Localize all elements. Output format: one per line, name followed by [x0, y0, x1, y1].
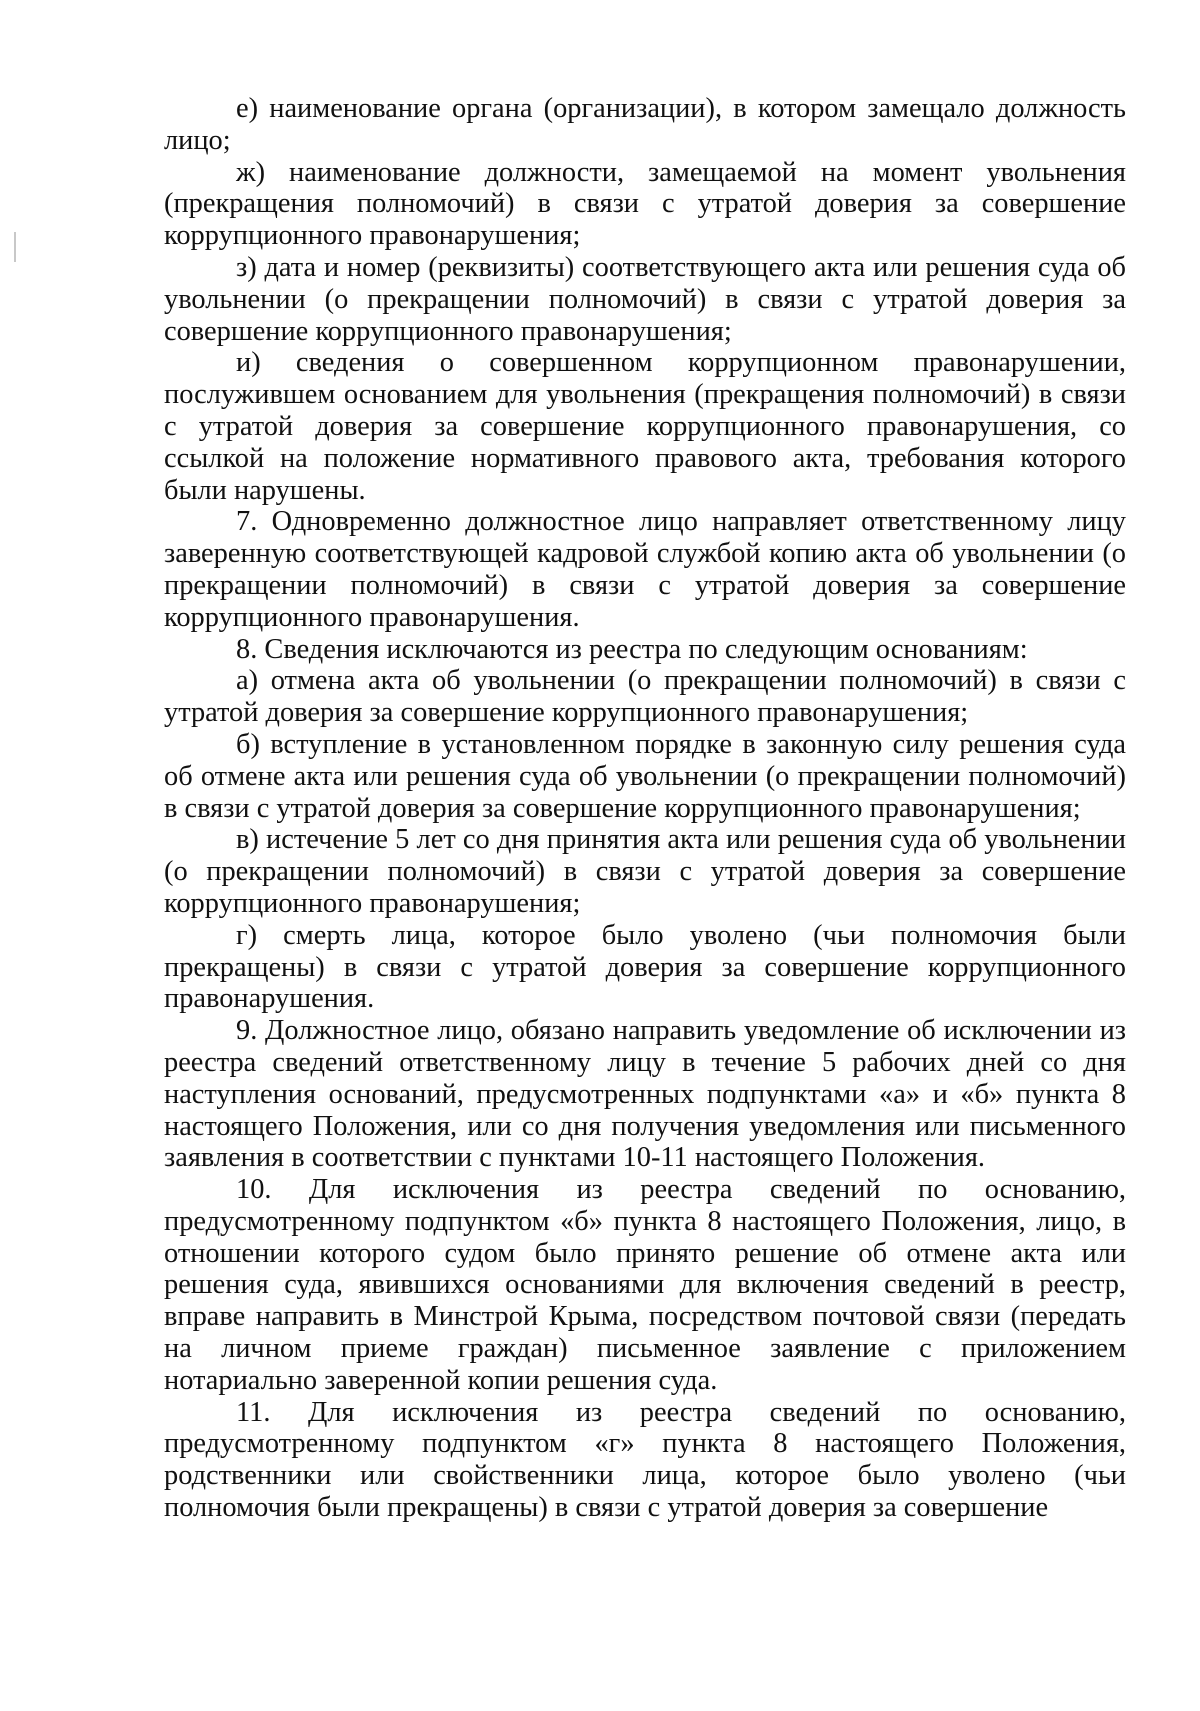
paragraph-clause-8-v: в) истечение 5 лет со дня принятия акта или решения суда об увольнении (о прекращении полномочий) в связи с утратой доверия за совершение коррупционного правонарушения;	[164, 824, 1126, 919]
scan-artifact-mark	[14, 232, 16, 262]
paragraph-clause-8: 8. Сведения исключаются из реестра по следующим основаниям:	[236, 633, 1028, 665]
paragraph-item-z: з) дата и номер (реквизиты) соответствующего акта или решения суда об увольнении (о прекращении полномочий) в связи с утратой доверия за совершение коррупционного правонарушения;	[164, 251, 1126, 347]
paragraph-item-zh: ж) наименование должности, замещаемой на момент увольнения (прекращения полномочий) в связи с утратой доверия за совершение коррупционного правонарушения;	[164, 156, 1126, 252]
paragraph-clause-8-b: б) вступление в установленном порядке в законную силу решения суда об отмене акта или решения суда об увольнении (о прекращении полномочий) в связи с утратой доверия за совершение коррупционного правонарушения;	[164, 728, 1126, 824]
paragraph-clause-7: 7. Одновременно должностное лицо направляет ответственному лицу заверенную соответствующей кадровой службой копию акта об увольнении (о прекращении полномочий) в связи с утратой доверия за совершение коррупционного правонарушения.	[164, 506, 1126, 633]
paragraph-item-e: е) наименование органа (организации), в котором замещало должность лицо;	[164, 93, 1126, 156]
paragraph-item-i: и) сведения о совершенном коррупционном правонарушении, послужившем основанием для увольнения (прекращения полномочий) в связи с утратой доверия за совершение коррупционного правонарушения, со ссылкой на положение нормативного правового акта, требования которого были нарушены.	[164, 347, 1126, 506]
paragraph-clause-10: 10. Для исключения из реестра сведений по основанию, предусмотренному подпунктом «б» пункта 8 настоящего Положения, лицо, в отношении которого судом было принято решение об отмене акта или решения суда, явившихся основаниями для включения сведений в реестр, вправе направить в Минстрой Крыма, посредством почтовой связи (передать на личном приеме граждан) письменное заявление с приложением нотариально заверенной копии решения суда.	[164, 1174, 1126, 1396]
paragraph-clause-9: 9. Должностное лицо, обязано направить уведомление об исключении из реестра сведений ответственному лицу в течение 5 рабочих дней со дня наступления оснований, предусмотренных подпунктами «а» и «б» пункта 8 настоящего Положения, или со дня получения уведомления или письменного заявления в соответствии с пунктами 10-11 настоящего Положения.	[164, 1015, 1126, 1174]
paragraph-clause-8-a: а) отмена акта об увольнении (о прекращении полномочий) в связи с утратой доверия за совершение коррупционного правонарушения;	[164, 665, 1126, 729]
paragraph-clause-8-g: г) смерть лица, которое было уволено (чьи полномочия были прекращены) в связи с утратой доверия за совершение коррупционного правонарушения.	[164, 919, 1126, 1015]
document-body	[164, 93, 1126, 1524]
paragraph-clause-11: 11. Для исключения из реестра сведений по основанию, предусмотренному подпунктом «г» пункта 8 настоящего Положения, родственники или свойственники лица, которое было уволено (чьи полномочия были прекращены) в связи с утратой доверия за совершение	[164, 1396, 1126, 1524]
